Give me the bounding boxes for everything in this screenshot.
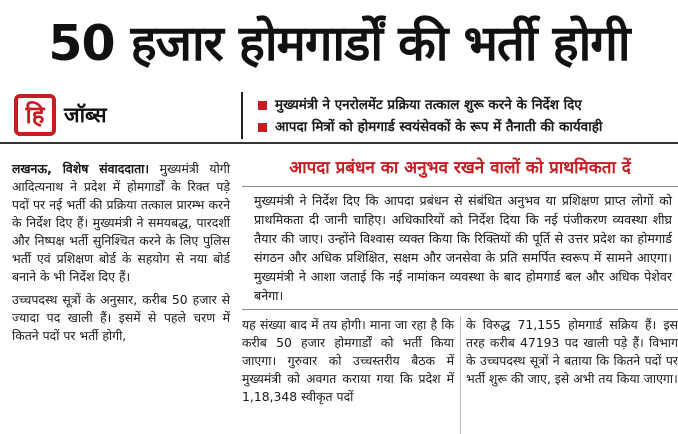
highlight-text: मुख्यमंत्री ने एनरोलमेंट प्रक्रिया तत्काल शुरू करने के निर्देश दिए: [275, 97, 582, 113]
bullet-square-icon: [258, 123, 267, 132]
column-divider: [460, 316, 461, 434]
paragraph-1: मुख्यमंत्री योगी आदित्यनाथ ने प्रदेश में होमगार्डों के रिक्त पड़े पदों पर नई भर्ती की प्रक्रिया तत्काल प्रारम्भ करने के निर्देश दिए हैं। मुख्यमंत्री ने समयबद्ध, पारदर्शी और निष्पक्ष भर्ती सुनिश्चित करने के लिए पुलिस भर्ती एवं प्रशिक्षण बोर्ड के सहयोग से नया बोर्ड बनाने के भी निर्देश दिए हैं।: [12, 161, 230, 284]
section-logo: [14, 92, 148, 138]
highlight-item: [258, 94, 676, 116]
article-column-2: यह संख्या बाद में तय होगी। माना जा रहा है कि करीब 50 हजार होमगार्डों को भर्ती किया जाएगा। गुरुवार को उच्चस्तरीय बैठक में मुख्यमंत्री को अवगत कराया गया कि प्रदेश में 1,18,348 स्वीकृत पदों: [242, 317, 454, 404]
section-label: जॉब्स: [64, 103, 107, 127]
paragraph-2: उच्चपदस्थ सूत्रों के अनुसार, करीब 50 हजार से ज्यादा पद खाली हैं। इसमें से पहले चरण में कितने पदों पर भर्ती होगी,: [12, 292, 230, 343]
bullet-square-icon: [258, 101, 267, 110]
header-rule: [0, 142, 678, 144]
hindustan-logo-icon: हि: [14, 94, 56, 136]
highlight-item: [258, 116, 676, 138]
subheading: आपदा प्रबंधन का अनुभव रखने वालों को प्राथमिकता दें: [289, 157, 631, 178]
header-divider: [241, 92, 243, 139]
highlight-text: आपदा मित्रों को होमगार्ड स्वयंसेवकों के रूप में तैनाती की कार्यवाही: [275, 119, 603, 135]
dateline: लखनऊ, विशेष संवाददाता।: [12, 161, 150, 176]
highlight-box: मुख्यमंत्री ने निर्देश दिए कि आपदा प्रबंधन से संबंधित अनुभव या प्रशिक्षण प्राप्त लोगों को प्राथमिकता दी जानी चाहिए। अधिकारियों को निर्देश दिया कि नई पंजीकरण व्यवस्था शीघ्र तैयार की जाए। उन्होंने विश्वास व्यक्त किया कि रिक्तियों की पूर्ति से उत्तर प्रदेश का होमगार्ड संगठन और अधिक प्रशिक्षित, सक्षम और जनसेवा के प्रति समर्पित स्वरूप में सामने आएगा। मुख्यमंत्री ने आशा जताई कि नई नामांकन व्यवस्था के बाद होमगार्ड बल और अधिक पेशेवर बनेगा।: [242, 186, 678, 310]
article-column-1: [12, 160, 230, 350]
highlights-list: [258, 94, 676, 138]
article-column-3: के विरुद्ध 71,155 होमगार्ड सक्रिय हैं। इस तरह करीब 47193 पद खाली पड़े हैं। विभाग के उच्चपदस्थ सूत्रों ने बताया कि कितने पदों पर भर्ती शुरू की जाए, इसे अभी तय किया जाएगा।: [466, 317, 678, 386]
headline: 50 हजार होमगार्डों की भर्ती होगी: [48, 15, 630, 72]
